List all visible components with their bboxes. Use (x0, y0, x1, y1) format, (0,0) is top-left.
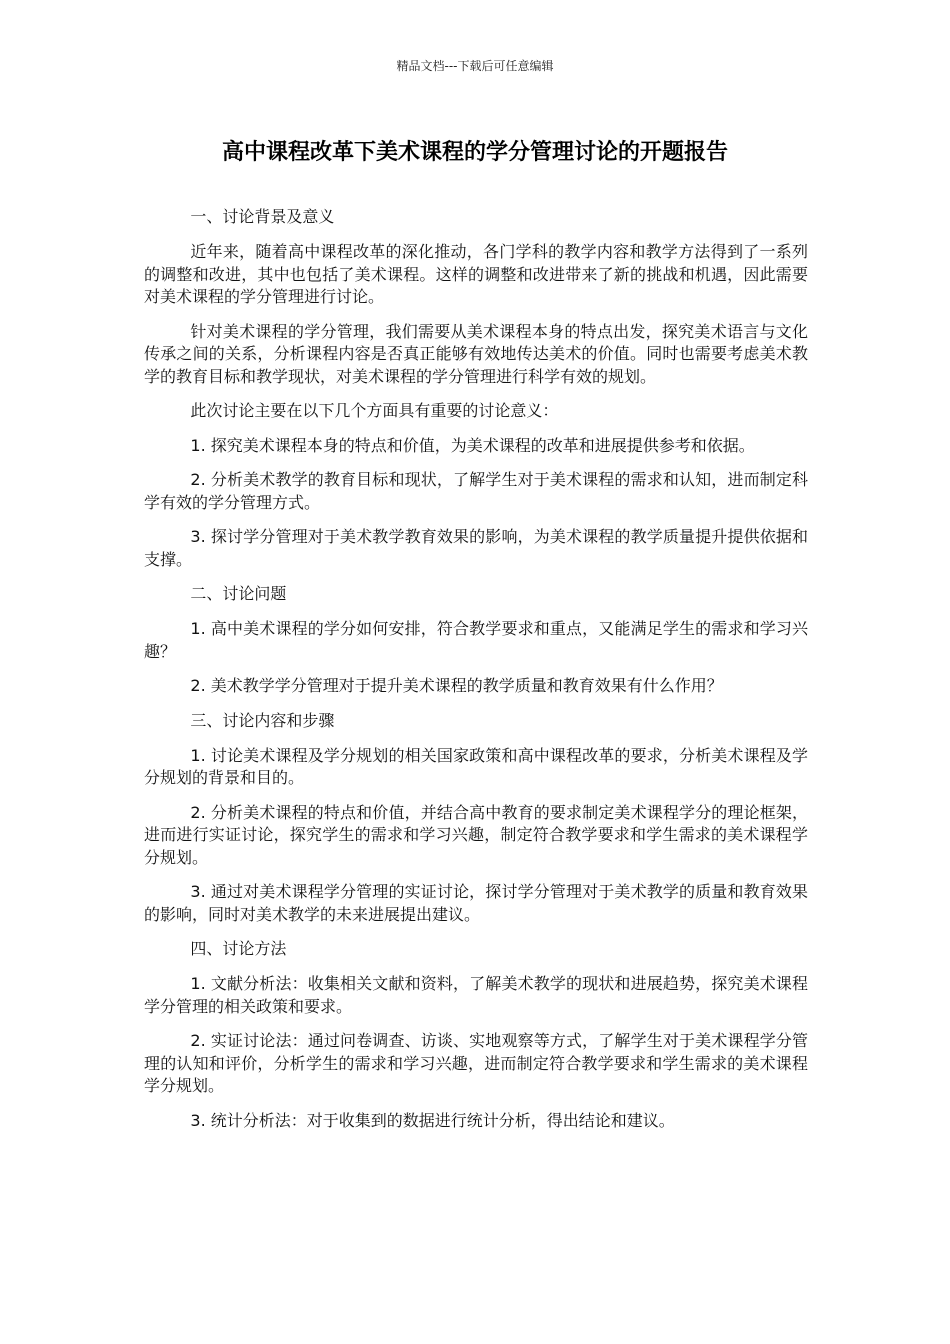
section-heading-background: 一、讨论背景及意义 (190, 207, 335, 226)
list-item: 1. 文献分析法：收集相关文献和资料，了解美术教学的现状和进展趋势，探究美术课程学分管理的相关政策和要求。 (144, 974, 808, 1016)
list-item: 2. 分析美术课程的特点和价值，并结合高中教育的要求制定美术课程学分的理论框架，进而进行实证讨论，探究学生的需求和学习兴趣，制定符合教学要求和学生需求的美术课程学分规划。 (144, 802, 808, 867)
page-header: 精品文档---下载后可任意编辑 (396, 59, 554, 73)
list-item: 1. 探究美术课程本身的特点和价值，为美术课程的改革和进展提供参考和依据。 (190, 435, 755, 455)
list-item: 2. 分析美术教学的教育目标和现状，了解学生对于美术课程的需求和认知，进而制定科学有效的学分管理方式。 (144, 470, 808, 512)
document-body (144, 206, 808, 1144)
list-item: 1. 高中美术课程的学分如何安排，符合教学要求和重点，又能满足学生的需求和学习兴趣？ (144, 619, 808, 661)
paragraph: 此次讨论主要在以下几个方面具有重要的讨论意义： (190, 401, 559, 420)
section-heading-methods: 四、讨论方法 (190, 939, 287, 958)
list-item: 2. 实证讨论法：通过问卷调查、访谈、实地观察等方式，了解学生对于美术课程学分管理的认知和评价，分析学生的需求和学习兴趣，进而制定符合教学要求和学生需求的美术课程学分规划。 (144, 1031, 808, 1095)
section-heading-questions: 二、讨论问题 (190, 584, 287, 603)
paragraph: 近年来，随着高中课程改革的深化推动，各门学科的教学内容和教学方法得到了一系列的调整和改进，其中也包括了美术课程。这样的调整和改进带来了新的挑战和机遇，因此需要对美术课程的学分管理进行讨论。 (144, 242, 808, 306)
list-item: 3. 统计分析法：对于收集到的数据进行统计分析，得出结论和建议。 (190, 1110, 675, 1130)
section-heading-content-steps: 三、讨论内容和步骤 (190, 710, 335, 730)
paragraph: 针对美术课程的学分管理，我们需要从美术课程本身的特点出发，探究美术语言与文化传承之间的关系，分析课程内容是否真正能够有效地传达美术的价值。同时也需要考虑美术教学的教育目标和教学现状，对美术课程的学分管理进行科学有效的规划。 (144, 321, 808, 386)
document-title: 高中课程改革下美术课程的学分管理讨论的开题报告 (221, 140, 728, 165)
list-item: 2. 美术教学学分管理对于提升美术课程的教学质量和教育效果有什么作用？ (190, 676, 723, 695)
list-item: 1. 讨论美术课程及学分规划的相关国家政策和高中课程改革的要求，分析美术课程及学分规划的背景和目的。 (144, 745, 808, 787)
list-item: 3. 探讨学分管理对于美术教学教育效果的影响，为美术课程的教学质量提升提供依据和支撑。 (144, 527, 808, 569)
list-item: 3. 通过对美术课程学分管理的实证讨论，探讨学分管理对于美术教学的质量和教育效果的影响，同时对美术教学的未来进展提出建议。 (144, 882, 808, 924)
